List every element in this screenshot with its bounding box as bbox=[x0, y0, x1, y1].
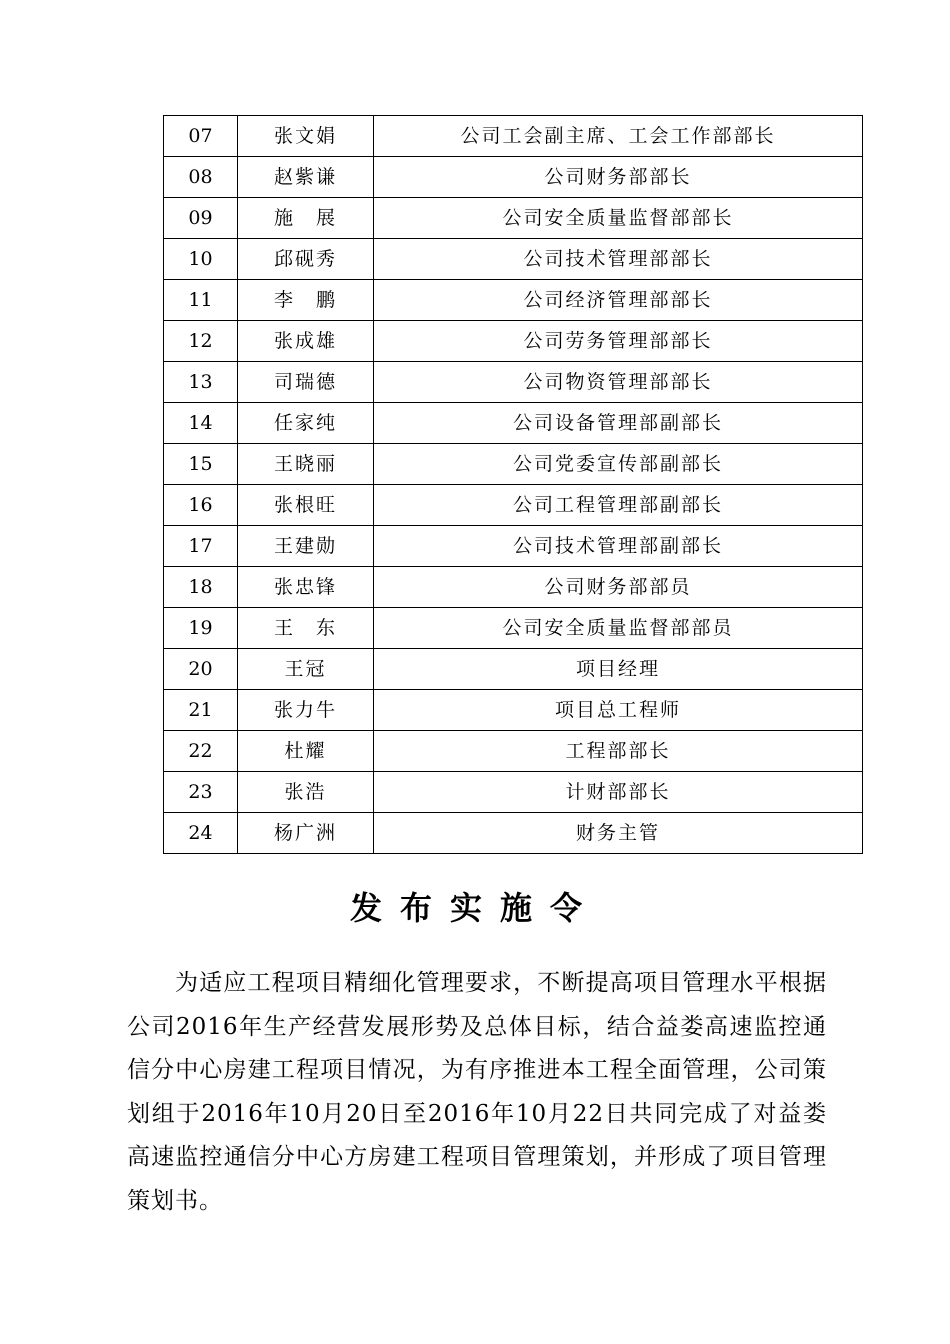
job-title: 公司设备管理部副部长 bbox=[374, 403, 863, 444]
row-number: 07 bbox=[164, 116, 238, 157]
section-heading: 发布实施令 bbox=[349, 889, 600, 927]
personnel-table bbox=[163, 115, 863, 854]
person-name: 王建勋 bbox=[238, 526, 374, 567]
row-number: 10 bbox=[164, 239, 238, 280]
job-title: 公司劳务管理部部长 bbox=[374, 321, 863, 362]
row-number: 21 bbox=[164, 690, 238, 731]
table-row bbox=[164, 608, 863, 649]
table-row bbox=[164, 813, 863, 854]
table-row bbox=[164, 321, 863, 362]
person-name: 李 鹏 bbox=[238, 280, 374, 321]
row-number: 20 bbox=[164, 649, 238, 690]
table-row bbox=[164, 403, 863, 444]
table-row bbox=[164, 198, 863, 239]
job-title: 财务主管 bbox=[374, 813, 863, 854]
row-number: 24 bbox=[164, 813, 238, 854]
row-number: 08 bbox=[164, 157, 238, 198]
row-number: 19 bbox=[164, 608, 238, 649]
row-number: 22 bbox=[164, 731, 238, 772]
row-number: 13 bbox=[164, 362, 238, 403]
table-row bbox=[164, 772, 863, 813]
person-name: 张忠锋 bbox=[238, 567, 374, 608]
person-name: 张文娟 bbox=[238, 116, 374, 157]
row-number: 16 bbox=[164, 485, 238, 526]
job-title: 公司财务部部长 bbox=[374, 157, 863, 198]
job-title: 工程部部长 bbox=[374, 731, 863, 772]
person-name: 张根旺 bbox=[238, 485, 374, 526]
job-title: 公司技术管理部部长 bbox=[374, 239, 863, 280]
row-number: 18 bbox=[164, 567, 238, 608]
person-name: 施 展 bbox=[238, 198, 374, 239]
row-number: 12 bbox=[164, 321, 238, 362]
job-title: 公司安全质量监督部部长 bbox=[374, 198, 863, 239]
person-name: 赵紫谦 bbox=[238, 157, 374, 198]
table-row bbox=[164, 116, 863, 157]
person-name: 张力牛 bbox=[238, 690, 374, 731]
person-name: 张浩 bbox=[238, 772, 374, 813]
job-title: 计财部部长 bbox=[374, 772, 863, 813]
job-title: 公司物资管理部部长 bbox=[374, 362, 863, 403]
person-name: 杨广洲 bbox=[238, 813, 374, 854]
table-row bbox=[164, 649, 863, 690]
job-title: 公司技术管理部副部长 bbox=[374, 526, 863, 567]
row-number: 17 bbox=[164, 526, 238, 567]
row-number: 09 bbox=[164, 198, 238, 239]
table-row bbox=[164, 526, 863, 567]
body-paragraph: 为适应工程项目精细化管理要求，不断提高项目管理水平根据公司2016年生产经营发展形势及总体目标，结合益娄高速监控通信分中心房建工程项目情况，为有序推进本工程全面管理，公司策划组于2016年10月20日至2016年10月22日共同完成了对益娄高速监控通信分中心方房建工程项目管理策划，并形成了项目管理策划书。 bbox=[127, 970, 827, 1214]
table-row bbox=[164, 280, 863, 321]
table-row bbox=[164, 731, 863, 772]
person-name: 司瑞德 bbox=[238, 362, 374, 403]
job-title: 公司财务部部员 bbox=[374, 567, 863, 608]
person-name: 邱砚秀 bbox=[238, 239, 374, 280]
table-row bbox=[164, 567, 863, 608]
person-name: 王冠 bbox=[238, 649, 374, 690]
person-name: 任家纯 bbox=[238, 403, 374, 444]
person-name: 王晓丽 bbox=[238, 444, 374, 485]
table-row bbox=[164, 690, 863, 731]
table-row bbox=[164, 239, 863, 280]
row-number: 14 bbox=[164, 403, 238, 444]
row-number: 15 bbox=[164, 444, 238, 485]
person-name: 张成雄 bbox=[238, 321, 374, 362]
personnel-table-body bbox=[164, 116, 863, 854]
table-row bbox=[164, 485, 863, 526]
job-title: 公司工会副主席、工会工作部部长 bbox=[374, 116, 863, 157]
job-title: 项目总工程师 bbox=[374, 690, 863, 731]
table-row bbox=[164, 444, 863, 485]
job-title: 公司安全质量监督部部员 bbox=[374, 608, 863, 649]
row-number: 23 bbox=[164, 772, 238, 813]
job-title: 公司党委宣传部副部长 bbox=[374, 444, 863, 485]
person-name: 杜耀 bbox=[238, 731, 374, 772]
row-number: 11 bbox=[164, 280, 238, 321]
person-name: 王 东 bbox=[238, 608, 374, 649]
job-title: 公司工程管理部副部长 bbox=[374, 485, 863, 526]
table-row bbox=[164, 362, 863, 403]
job-title: 公司经济管理部部长 bbox=[374, 280, 863, 321]
job-title: 项目经理 bbox=[374, 649, 863, 690]
table-row bbox=[164, 157, 863, 198]
